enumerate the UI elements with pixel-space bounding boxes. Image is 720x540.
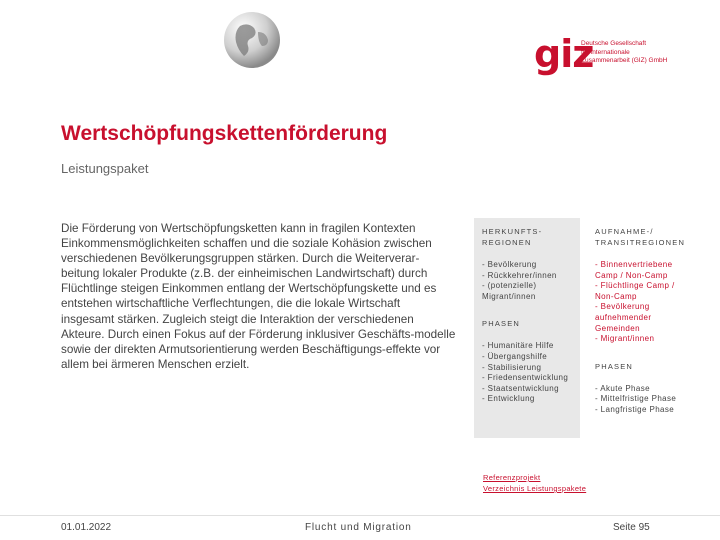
list-item: - Migrant/innen: [595, 334, 655, 344]
list-item: - Stabilisierung: [482, 362, 542, 372]
list-item: - Mittelfristige Phase: [595, 394, 677, 404]
footer-divider: [0, 515, 720, 516]
logo-line: Zusammenarbeit (GIZ) GmbH: [581, 57, 668, 64]
list-item: - Bevölkerung aufnehmender Gemeinden: [595, 302, 652, 333]
list-item: - Humanitäre Hilfe: [482, 341, 554, 351]
page-subtitle: Leistungspaket: [61, 161, 149, 176]
list-item: - Staatsentwicklung: [482, 383, 559, 393]
footer-date: 01.01.2022: [61, 522, 112, 533]
logo-line: für Internationale: [581, 48, 630, 56]
list-item: - Binnenvertriebene Camp / Non-Camp: [595, 260, 673, 280]
herkunftsregionen-panel: [474, 218, 580, 438]
body-paragraph: Die Förderung von Wertschöpfungsketten kann in fragilen Kontexten Einkommensmöglichkeiten schaffen und die soziale Kohäsion zwischen verschiedenen Bevölkerungsgruppen stärken. Durch die Weiterverar-beitung lokaler Produkte (z.B. der einheimischen Landwirtschaft) durch Flüchtlinge steigen Einkommen entlang der Wertschöpfungskette und es entstehen wirtschaftliche Verflechtungen, die die lokale Wirtschaft insgesamt stärken. Zugleich steigt die Interaktion der verschiedenen Akteure. Durch einen Fokus auf der Förderung inklusiver Geschäfts-modelle sowie der direkten Armutsorientierung werden Beschäftigungs-effekte vor allem bei ärmeren Menschen erzielt.: [61, 222, 456, 371]
body-text: [61, 221, 456, 372]
panel-heading: AUFNAHME-/ TRANSITREGIONEN: [595, 227, 686, 247]
list-item: - Übergangshilfe: [482, 351, 548, 361]
giz-logo-text: [581, 40, 681, 66]
logo-line: Deutsche Gesellschaft: [581, 40, 647, 47]
list-item: - Entwicklung: [482, 394, 535, 404]
list-item: - Friedensentwicklung: [482, 373, 569, 383]
panel-heading: HERKUNFTS-REGIONEN: [482, 227, 543, 247]
phases-heading: PHASEN: [595, 361, 634, 371]
page-title: Wertschöpfungskettenförderung: [61, 122, 388, 145]
giz-logo: [534, 32, 684, 76]
reference-project-link[interactable]: Referenzprojekt: [483, 473, 541, 482]
phase-list: [482, 341, 580, 405]
page-number: Seite 95: [613, 522, 650, 533]
footer-title: Flucht und Migration: [305, 522, 412, 533]
list-item: - Rückkehrer/innen: [482, 270, 557, 280]
giz-logo-mark: giz: [534, 32, 594, 76]
list-item: - Bevölkerung: [482, 260, 537, 269]
aufnahmeregionen-panel: [587, 218, 687, 438]
target-group-list: [482, 260, 580, 302]
list-item: - (potenzielle) Migrant/innen: [482, 281, 537, 301]
list-item: - Akute Phase: [595, 383, 651, 393]
service-package-index-link[interactable]: Verzeichnis Leistungspakete: [483, 484, 587, 493]
phase-list: [595, 384, 687, 416]
phases-heading: PHASEN: [482, 319, 521, 329]
list-item: - Langfristige Phase: [595, 404, 675, 414]
links: [483, 472, 586, 494]
target-group-list: [595, 260, 687, 345]
globe-icon: [222, 10, 282, 70]
list-item: - Flüchtlinge Camp / Non-Camp: [595, 281, 675, 301]
